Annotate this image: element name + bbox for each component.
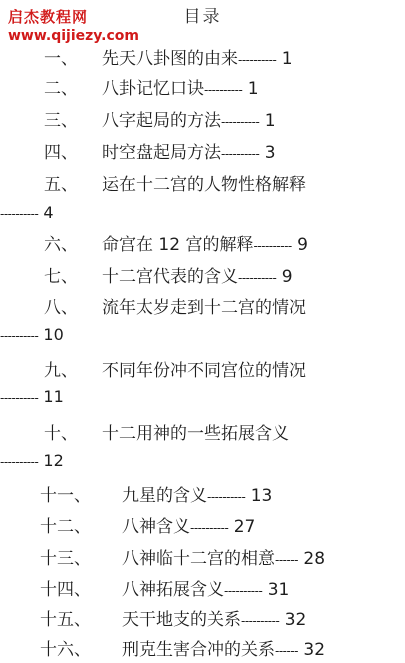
toc-entry-line bbox=[122, 605, 306, 630]
page-title: 目录 bbox=[183, 7, 222, 27]
toc-entry-page: 32 bbox=[284, 610, 307, 630]
toc-entry-number: 九、 bbox=[44, 361, 78, 381]
toc-entry-title: 八神含义 bbox=[122, 517, 190, 537]
toc-entry-title: 八神临十二宫的相意 bbox=[122, 549, 275, 569]
toc-entry-title: 先天八卦图的由来 bbox=[102, 49, 238, 69]
toc-entry-title: 运在十二宫的人物性格解释 bbox=[102, 175, 306, 195]
toc-entry-line bbox=[102, 74, 259, 99]
toc-entry-page: 10 bbox=[43, 325, 64, 344]
toc-entry-title: 十二用神的一些拓展含义 bbox=[102, 424, 289, 444]
toc-entry-page: 1 bbox=[264, 111, 276, 131]
toc-entry-line bbox=[122, 635, 325, 660]
toc-entry-leader: ------ bbox=[275, 644, 298, 658]
toc-entry-leader: ------ bbox=[275, 553, 298, 567]
toc-entry-page: 4 bbox=[43, 203, 54, 222]
toc-entry-leader: ---------- bbox=[224, 584, 263, 598]
toc-entry-number: 十五、 bbox=[40, 610, 91, 630]
watermark-site-url: www.qijiezy.com bbox=[8, 28, 139, 44]
toc-entry-leader: ---------- bbox=[0, 207, 39, 221]
toc-entry-line bbox=[102, 262, 293, 287]
toc-entry-title: 不同年份冲不同宫位的情况 bbox=[102, 361, 306, 381]
toc-entry-page: 1 bbox=[281, 49, 293, 69]
toc-entry-page: 31 bbox=[267, 580, 290, 600]
toc-entry-title: 天干地支的关系 bbox=[122, 610, 241, 630]
toc-entry-title: 八神拓展含义 bbox=[122, 580, 224, 600]
toc-entry-number: 五、 bbox=[44, 175, 78, 195]
toc-entry-line bbox=[102, 106, 276, 131]
toc-entry-page: 12 bbox=[43, 451, 64, 470]
toc-entry-continuation bbox=[0, 325, 64, 344]
toc-entry-leader: ---------- bbox=[207, 490, 246, 504]
toc-entry-page: 11 bbox=[43, 387, 64, 406]
toc-entry-title: 流年太岁走到十二宫的情况 bbox=[102, 298, 306, 318]
toc-entry-page: 13 bbox=[250, 486, 273, 506]
toc-entry-leader: ---------- bbox=[241, 614, 280, 628]
toc-entry-line bbox=[102, 230, 308, 255]
toc-entry-number: 二、 bbox=[44, 79, 78, 99]
toc-entry-page: 32 bbox=[303, 640, 326, 660]
toc-entry-number: 十六、 bbox=[40, 640, 91, 660]
toc-entry-number: 三、 bbox=[44, 111, 78, 131]
toc-entry-number: 十一、 bbox=[40, 486, 91, 506]
toc-entry-leader: ---------- bbox=[253, 239, 292, 253]
toc-entry-line bbox=[122, 575, 289, 600]
toc-entry-line bbox=[102, 138, 276, 163]
toc-entry-continuation bbox=[0, 387, 64, 406]
toc-entry-page: 1 bbox=[247, 79, 259, 99]
toc-entry-leader: ---------- bbox=[221, 147, 260, 161]
toc-entry-leader: ---------- bbox=[0, 391, 39, 405]
toc-entry-title: 九星的含义 bbox=[122, 486, 207, 506]
toc-entry-title: 命宫在 12 宫的解释 bbox=[102, 235, 254, 255]
toc-entry-leader: ---------- bbox=[0, 329, 39, 343]
toc-entry-leader: ---------- bbox=[221, 115, 260, 129]
toc-entry-number: 四、 bbox=[44, 143, 78, 163]
toc-entry-page: 27 bbox=[233, 517, 256, 537]
toc-entry-title: 十二宫代表的含义 bbox=[102, 267, 238, 287]
toc-entry-title: 刑克生害合冲的关系 bbox=[122, 640, 275, 660]
toc-entry-leader: ---------- bbox=[238, 53, 277, 67]
toc-entry-page: 9 bbox=[297, 235, 308, 255]
toc-entry-page: 3 bbox=[264, 143, 276, 163]
toc-entry-line bbox=[122, 481, 272, 506]
toc-entry-continuation bbox=[0, 451, 64, 470]
toc-entry-page: 9 bbox=[281, 267, 293, 287]
toc-entry-page: 28 bbox=[303, 549, 326, 569]
toc-entry-number: 十四、 bbox=[40, 580, 91, 600]
toc-entry-line bbox=[122, 544, 325, 569]
toc-entry-leader: ---------- bbox=[238, 271, 277, 285]
toc-entry-continuation bbox=[0, 203, 54, 222]
toc-entry-leader: ---------- bbox=[0, 455, 39, 469]
watermark-site-name: 启杰教程网 bbox=[8, 8, 89, 26]
toc-entry-line bbox=[122, 512, 255, 537]
toc-entry-number: 十二、 bbox=[40, 517, 91, 537]
toc-entry-title: 时空盘起局方法 bbox=[102, 143, 221, 163]
toc-entry-number: 十、 bbox=[44, 424, 78, 444]
toc-entry-number: 十三、 bbox=[40, 549, 91, 569]
toc-entry-title: 八卦记忆口诀 bbox=[102, 79, 204, 99]
toc-entry-number: 一、 bbox=[44, 49, 78, 69]
toc-entry-leader: ---------- bbox=[204, 83, 243, 97]
toc-entry-number: 八、 bbox=[44, 298, 78, 318]
toc-entry-line bbox=[102, 44, 293, 69]
toc-entry-leader: ---------- bbox=[190, 521, 229, 535]
toc-entry-number: 七、 bbox=[44, 267, 78, 287]
toc-entry-number: 六、 bbox=[44, 235, 78, 255]
toc-entry-title: 八字起局的方法 bbox=[102, 111, 221, 131]
